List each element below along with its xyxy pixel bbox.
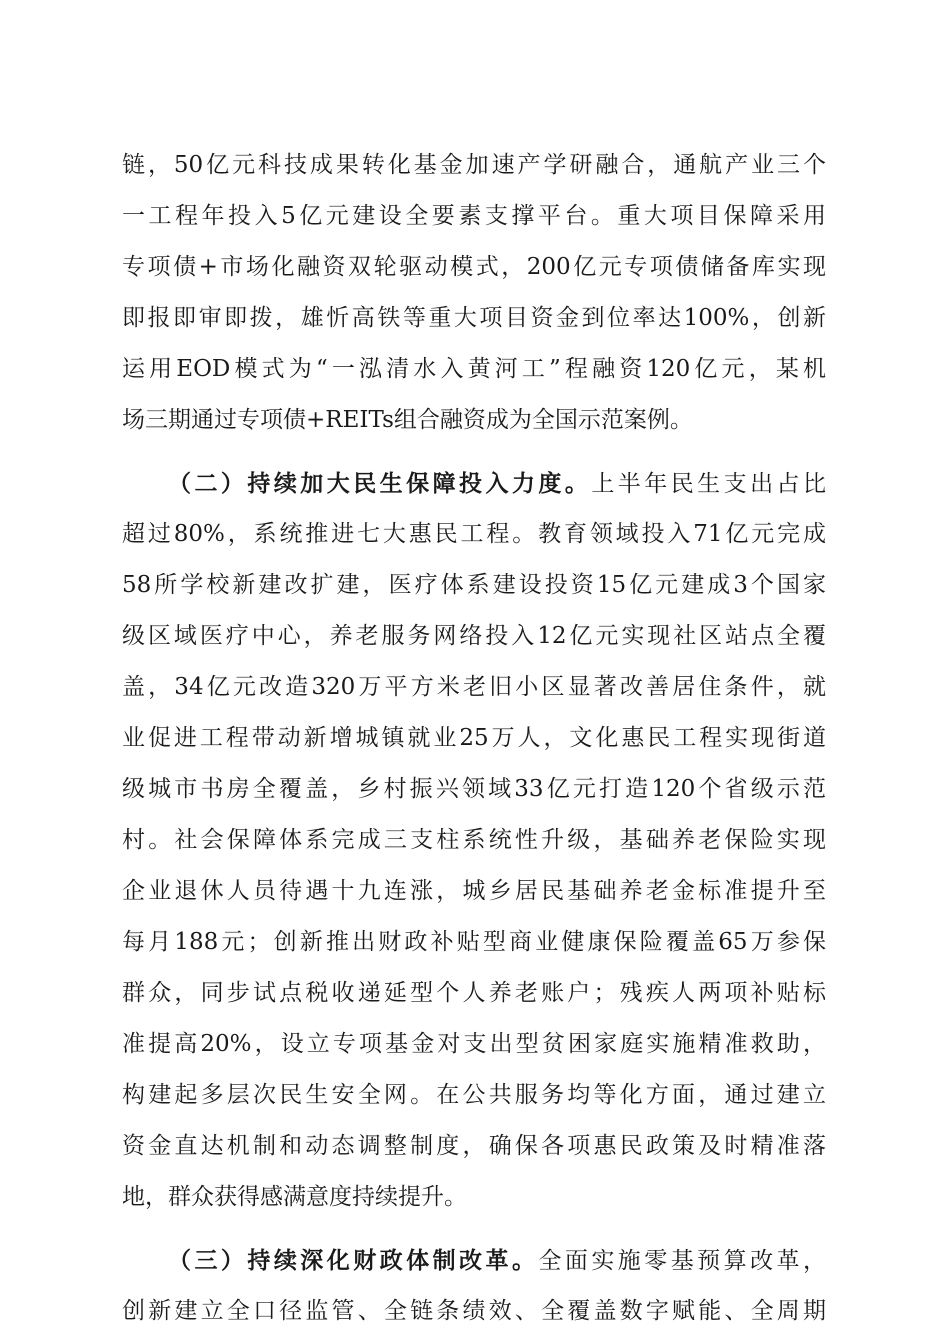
text-line: 村。社会保障体系完成三支柱系统性升级，基础养老保险实现 — [122, 827, 826, 853]
section-heading: （三）持续深化财政体制改革。 — [168, 1247, 539, 1274]
text-line: 盖，34亿元改造320万平方米老旧小区显著改善居住条件，就 — [122, 674, 826, 700]
text-line: 58所学校新建改扩建，医疗体系建设投资15亿元建成3个国家 — [122, 572, 826, 598]
heading-line-rest: 全面实施零基预算改革， — [538, 1248, 827, 1274]
paragraph-2 — [122, 458, 826, 1223]
text-line: 准提高20%，设立专项基金对支出型贫困家庭实施精准救助， — [122, 1031, 826, 1057]
text-line: 地，群众获得感满意度持续提升。 — [122, 1184, 467, 1210]
text-line: 级区域医疗中心，养老服务网络投入12亿元实现社区站点全覆 — [122, 623, 826, 649]
paragraph-spacer — [122, 446, 826, 458]
paragraph-1 — [122, 140, 826, 446]
text-line: 创新建立全口径监管、全链条绩效、全覆盖数字赋能、全周期 — [122, 1298, 826, 1324]
text-line: 业促进工程带动新增城镇就业25万人，文化惠民工程实现街道 — [122, 725, 826, 751]
text-line: 构建起多层次民生安全网。在公共服务均等化方面，通过建立 — [122, 1082, 826, 1108]
text-line: 级城市书房全覆盖，乡村振兴领域33亿元打造120个省级示范 — [122, 776, 826, 802]
text-line: 企业退休人员待遇十九连涨，城乡居民基础养老金标准提升至 — [122, 878, 826, 904]
text-line: 超过80%，系统推进七大惠民工程。教育领域投入71亿元完成 — [122, 521, 826, 547]
paragraph-3 — [122, 1235, 826, 1337]
text-line: 资金直达机制和动态调整制度，确保各项惠民政策及时精准落 — [122, 1133, 826, 1159]
text-line: 群众，同步试点税收递延型个人养老账户；残疾人两项补贴标 — [122, 980, 826, 1006]
text-line: 专项债+市场化融资双轮驱动模式，200亿元专项债储备库实现 — [122, 254, 826, 280]
text-line: 一工程年投入5亿元建设全要素支撑平台。重大项目保障采用 — [122, 203, 826, 229]
text-line: 场三期通过专项债+REITs组合融资成为全国示范案例。 — [122, 407, 693, 433]
heading-line-rest: 上半年民生支出占比 — [591, 471, 827, 497]
text-line: 即报即审即拨，雄忻高铁等重大项目资金到位率达100%，创新 — [122, 305, 826, 331]
section-heading-line — [122, 1235, 826, 1286]
document-body — [122, 140, 826, 1337]
text-line: 链，50亿元科技成果转化基金加速产学研融合，通航产业三个 — [122, 152, 826, 178]
text-line: 运用EOD模式为“一泓清水入黄河工”程融资120亿元，某机 — [122, 356, 826, 382]
text-line: 每月188元；创新推出财政补贴型商业健康保险覆盖65万参保 — [122, 929, 826, 955]
section-heading-line — [122, 458, 826, 509]
paragraph-spacer — [122, 1223, 826, 1235]
section-heading: （二）持续加大民生保障投入力度。 — [168, 470, 592, 497]
